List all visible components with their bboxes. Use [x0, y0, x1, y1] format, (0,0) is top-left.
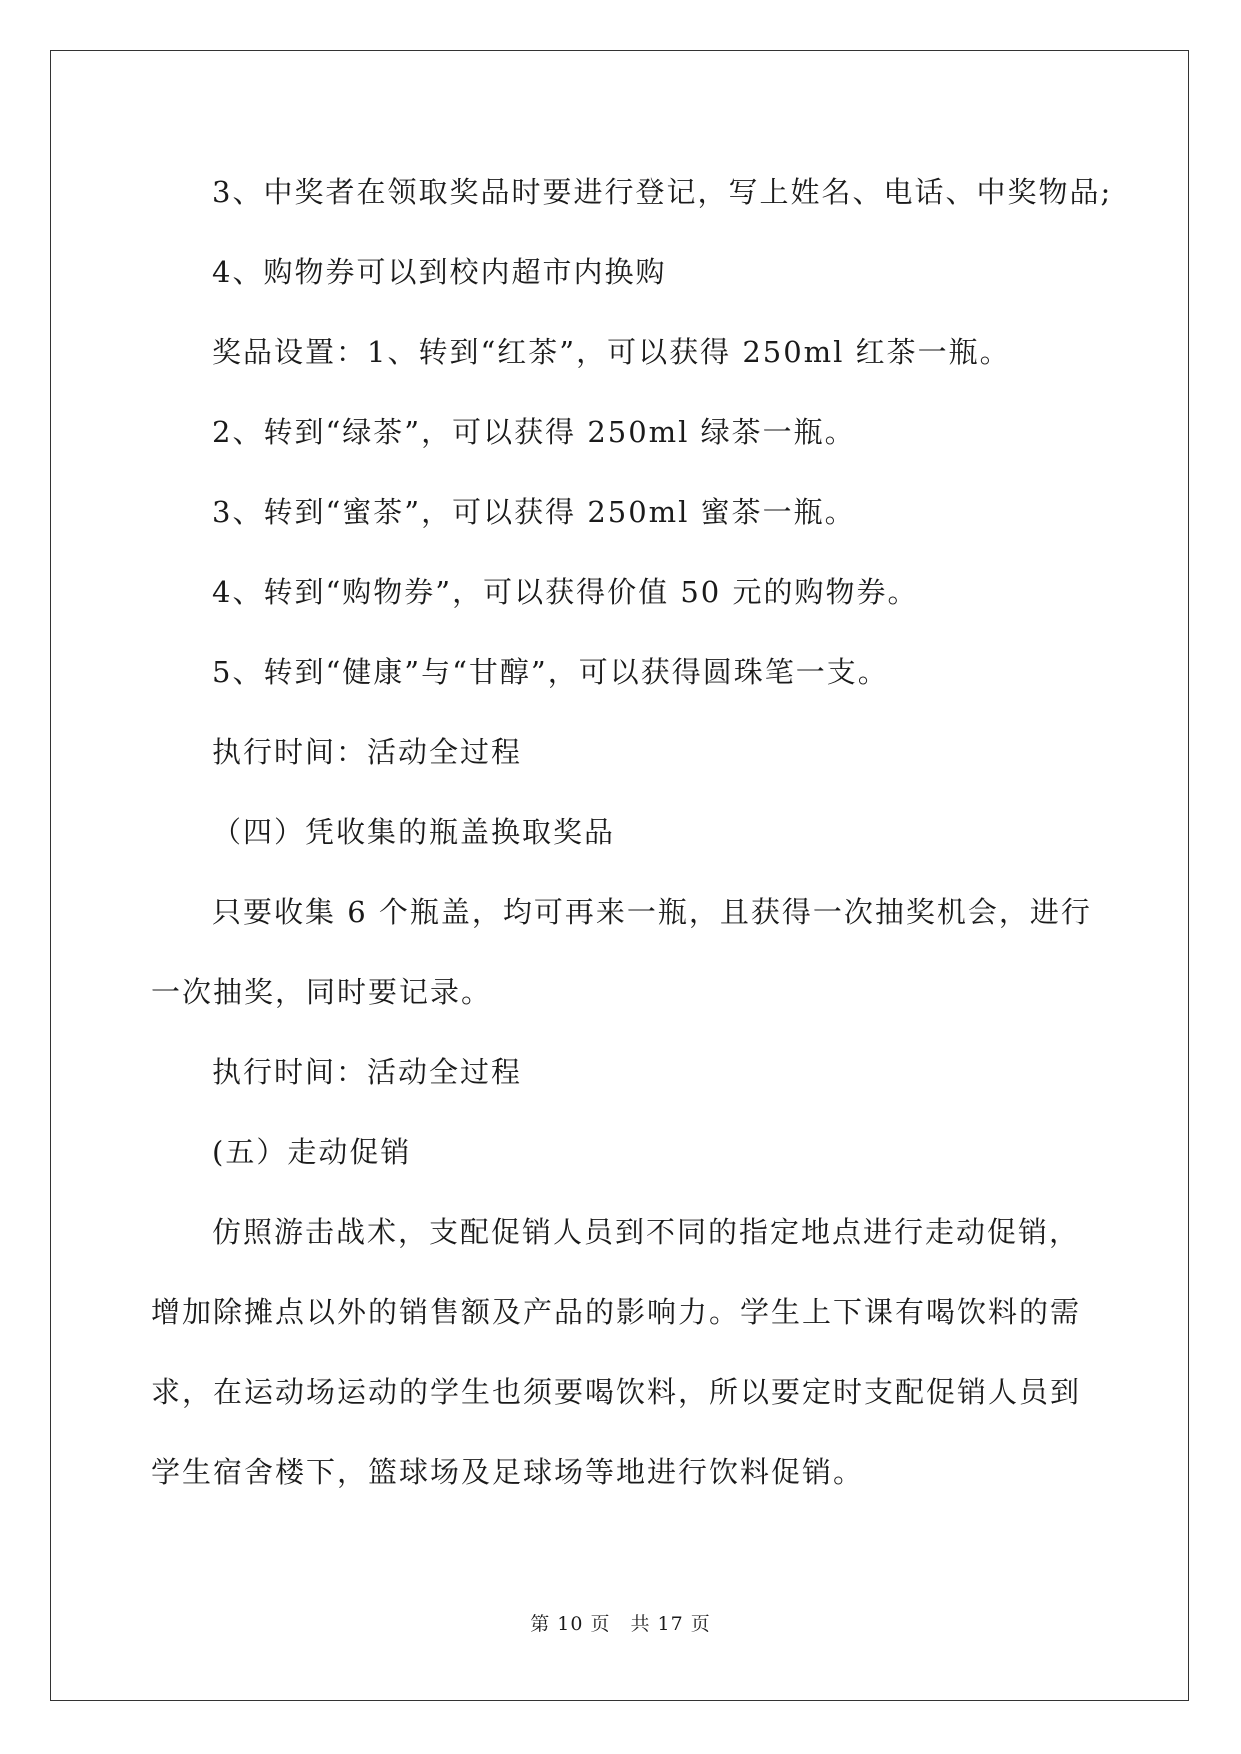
paragraph-line: 奖品设置：1、转到“红茶”，可以获得 250ml 红茶一瓶。 [212, 335, 1011, 369]
paragraph-line: 3、转到“蜜茶”，可以获得 250ml 蜜茶一瓶。 [212, 495, 856, 529]
paragraph-line: 学生宿舍楼下，篮球场及足球场等地进行饮料促销。 [151, 1455, 865, 1489]
paragraph-line: 一次抽奖，同时要记录。 [151, 975, 493, 1009]
paragraph-line: 3、中奖者在领取奖品时要进行登记，写上姓名、电话、中奖物品; [212, 175, 1113, 209]
section-heading: (五）走动促销 [212, 1135, 412, 1169]
section-heading: （四）凭收集的瓶盖换取奖品 [212, 815, 616, 849]
paragraph-line: 5、转到“健康”与“甘醇”，可以获得圆珠笔一支。 [212, 655, 889, 689]
paragraph-line: 2、转到“绿茶”，可以获得 250ml 绿茶一瓶。 [212, 415, 856, 449]
paragraph-line: 4、转到“购物券”，可以获得价值 50 元的购物券。 [212, 575, 919, 609]
paragraph-line: 增加除摊点以外的销售额及产品的影响力。学生上下课有喝饮料的需 [151, 1295, 1082, 1329]
paragraph-line: 只要收集 6 个瓶盖，均可再来一瓶，且获得一次抽奖机会，进行 [212, 895, 1092, 929]
paragraph-line: 求，在运动场运动的学生也须要喝饮料，所以要定时支配促销人员到 [151, 1375, 1082, 1409]
paragraph-line: 执行时间：活动全过程 [212, 735, 523, 769]
page-number-footer: 第 10 页 共 17 页 [530, 1613, 711, 1635]
paragraph-line: 4、购物券可以到校内超市内换购 [212, 255, 667, 289]
paragraph-line: 仿照游击战术，支配促销人员到不同的指定地点进行走动促销， [212, 1215, 1081, 1249]
paragraph-line: 执行时间：活动全过程 [212, 1055, 523, 1089]
